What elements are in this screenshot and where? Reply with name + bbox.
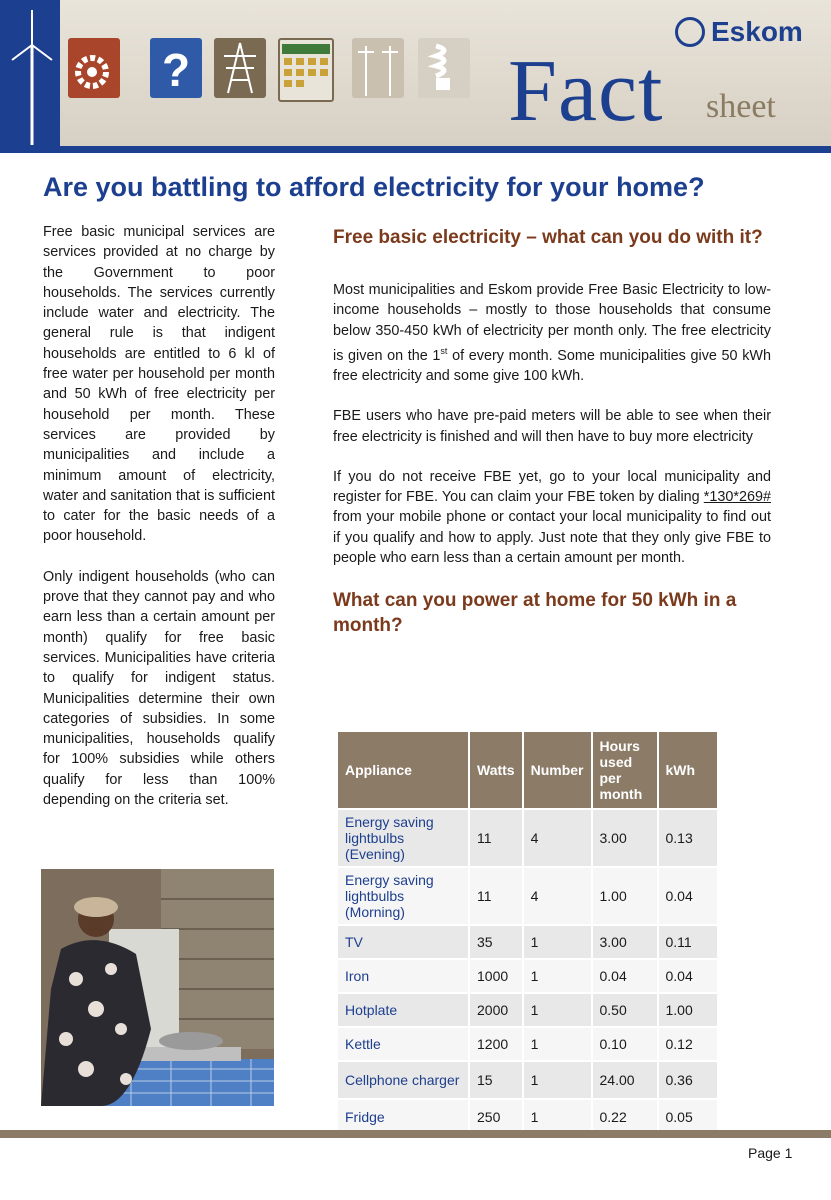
cell-watts: 11	[470, 868, 522, 924]
table-row	[338, 1062, 717, 1098]
sheet-word: sheet	[706, 88, 776, 125]
intro-paragraph: Free basic municipal services are services provided at no charge by the Government to poor households. The services currently include water and electricity. The general rule is that indigent households are entitled to 6 kl of free water per household per month and 50 kWh of free electricity per household per month. These services are provided by municipalities and include a minimum amount of electricity, water and sanitation that is sufficient to cater for the basic needs of a poor household.	[43, 224, 275, 545]
cell-appliance: Energy saving lightbulbs (Evening)	[338, 810, 468, 866]
table-row	[338, 960, 717, 992]
cell-hours: 24.00	[593, 1062, 657, 1098]
cell-hours: 0.50	[593, 994, 657, 1026]
page-number: Page 1	[748, 1145, 793, 1161]
fact-word: Fact	[508, 43, 664, 140]
energy-bulb-icon	[418, 38, 470, 98]
cell-kwh: 0.04	[659, 868, 717, 924]
kitchen-photo	[41, 869, 274, 1106]
cell-number: 1	[524, 1028, 591, 1060]
header-watts: Watts	[470, 732, 522, 808]
pylon-icon	[214, 38, 266, 98]
cell-watts: 35	[470, 926, 522, 958]
cell-kwh: 0.11	[659, 926, 717, 958]
cell-kwh: 0.13	[659, 810, 717, 866]
page-title: Are you battling to afford electricity for your home?	[43, 172, 705, 202]
footer-rule	[0, 1130, 831, 1138]
ussd-code: *130*269#	[703, 489, 771, 506]
power-lines-icon	[352, 38, 404, 98]
eskom-brand-text: Eskom	[711, 16, 803, 47]
table-row	[338, 1028, 717, 1060]
gears-icon	[68, 38, 120, 98]
cell-kwh: 0.05	[659, 1100, 717, 1134]
cell-number: 1	[524, 1100, 591, 1134]
banner-bottom-rule	[0, 146, 831, 153]
cell-appliance: Energy saving lightbulbs (Morning)	[338, 868, 468, 924]
header-hours: Hours used per month	[593, 732, 657, 808]
cell-watts: 1000	[470, 960, 522, 992]
cell-hours: 3.00	[593, 810, 657, 866]
table-row	[338, 810, 717, 866]
cell-number: 4	[524, 810, 591, 866]
cell-appliance: Fridge	[338, 1100, 468, 1134]
calendar-icon	[278, 38, 334, 102]
cell-number: 1	[524, 1062, 591, 1098]
cell-watts: 250	[470, 1100, 522, 1134]
cell-appliance: TV	[338, 926, 468, 958]
fbe-paragraph-2: FBE users who have pre-paid meters will be able to see when their free electricity is finished and will then have to buy more electricity	[333, 408, 771, 445]
eskom-logo	[675, 16, 803, 48]
eskom-logo-icon	[675, 17, 705, 47]
indigent-paragraph: Only indigent households (who can prove that they cannot pay and who earn less than a certain amount per month) qualify for free basic services. Municipalities have criteria to qualify for indigent status. Municipalities determine their own categories of subsidies. In some municipalities, households qualify for 100% subsidies while others qualify for less than 100% depending on the criteria set.	[43, 568, 275, 809]
cell-hours: 1.00	[593, 868, 657, 924]
header-kwh: kWh	[659, 732, 717, 808]
header-number: Number	[524, 732, 591, 808]
cell-number: 1	[524, 994, 591, 1026]
table-header-row	[338, 732, 717, 808]
fbe-paragraph-1: Most municipalities and Eskom provide Free Basic Electricity to low-income households – mostly to those households that consume below 350-450 kWh of electricity per month only. The free electricity is given on the 1st of every month. Some municipalities give 50 kWh free electricity and some give 100 kWh.	[333, 282, 771, 384]
cell-appliance: Hotplate	[338, 994, 468, 1026]
cell-watts: 1200	[470, 1028, 522, 1060]
cell-number: 4	[524, 868, 591, 924]
table-row	[338, 1100, 717, 1134]
cell-appliance: Cellphone charger	[338, 1062, 468, 1098]
cell-kwh: 1.00	[659, 994, 717, 1026]
cell-hours: 0.10	[593, 1028, 657, 1060]
fbe-heading: Free basic electricity – what can you do with it?	[333, 227, 763, 248]
cell-hours: 0.22	[593, 1100, 657, 1134]
fbe-paragraph-3: If you do not receive FBE yet, go to your local municipality and register for FBE. You can claim your FBE token by dialing *130*269# from your mobile phone or contact your local municipality to find out if you qualify and how to apply. Just note that they only give FBE to people who earn less than a certain amount per month.	[333, 468, 771, 567]
question-mark-icon	[150, 38, 202, 98]
header-appliance: Appliance	[338, 732, 468, 808]
cell-hours: 0.04	[593, 960, 657, 992]
cell-kwh: 0.04	[659, 960, 717, 992]
appliance-table	[336, 730, 719, 1136]
cell-kwh: 0.36	[659, 1062, 717, 1098]
cell-appliance: Kettle	[338, 1028, 468, 1060]
cell-watts: 2000	[470, 994, 522, 1026]
svg-text:?: ?	[162, 44, 191, 96]
header-banner	[0, 0, 831, 153]
left-column	[43, 222, 275, 830]
cell-watts: 15	[470, 1062, 522, 1098]
table-row	[338, 994, 717, 1026]
cell-appliance: Iron	[338, 960, 468, 992]
power-50kwh-heading: What can you power at home for 50 kWh in a month?	[333, 590, 737, 637]
wind-turbine-icon	[8, 5, 56, 145]
table-row	[338, 868, 717, 924]
cell-number: 1	[524, 960, 591, 992]
cell-kwh: 0.12	[659, 1028, 717, 1060]
table-row	[338, 926, 717, 958]
cell-hours: 3.00	[593, 926, 657, 958]
cell-number: 1	[524, 926, 591, 958]
right-column	[333, 225, 771, 638]
cell-watts: 11	[470, 810, 522, 866]
